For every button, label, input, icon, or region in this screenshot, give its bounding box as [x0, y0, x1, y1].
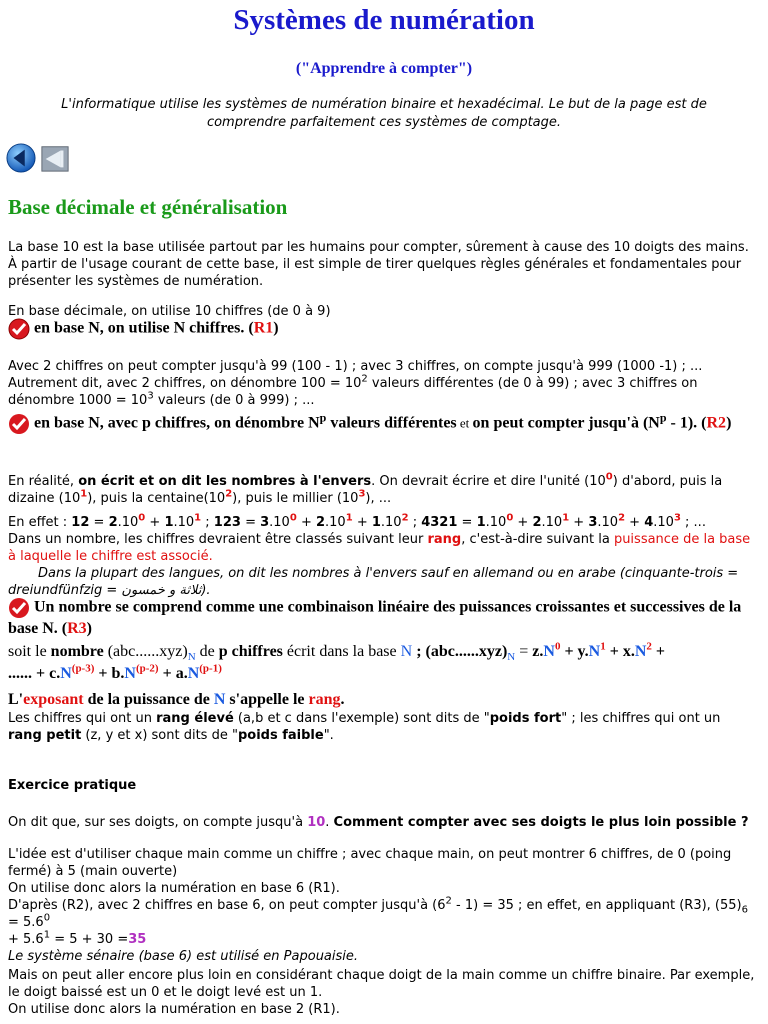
section-title: Base décimale et généralisation	[8, 195, 288, 219]
exercise-body: L'idée est d'utiliser chaque main comme un chiffre ; avec chaque main, on peut montrer 6 chiffres, de 0 (poing fermé) à 5 (main ouverte) On utilise donc alors la numération en base 6 (R1). D'après (R2), avec 2 chiffres en base 6, on peut compter jusqu'à $(6^2 - 1) = 35$ ; en effet, en appliquant (R3), $(55)_6 = 5.6^0$ + $5.6^1 = 5 + 30 =35$ Le système sénaire (base 6) est utilisé en Papouaisie.	[8, 847, 748, 964]
page-subtitle: ("Apprendre à compter")	[295, 60, 473, 77]
check-badge-icon	[8, 413, 30, 435]
exercise-title: Exercice pratique	[8, 778, 137, 793]
text-p5: Autrement dit, avec 2 chiffres, on dénombre $100 = 10^2$ valeurs différentes (de 0 à 99) ; avec 3 chiffres on dénombre $1000 = 10^3$ valeurs (de 0 à 999) ; ...	[8, 373, 698, 408]
text-p2: À partir de l'usage courant de cette base, il est simple de tirer quelques règles générales et fondamentales pour présenter les systèmes de numération.	[8, 257, 742, 289]
page-title: Systèmes de numération	[233, 4, 535, 36]
check-badge-icon	[8, 597, 30, 619]
check-badge-icon	[8, 318, 30, 340]
rule-r1: en base N, on utilise N chiffres. (R1)	[8, 318, 756, 340]
exercise-question: On dit que, sur ses doigts, on compte jusqu'à 10. Comment compter avec ses doigts le plus loin possible ?	[8, 815, 749, 830]
exercise-binary: Mais on peut aller encore plus loin en considérant chaque doigt de la main comme un chiffre binaire. Par exemple, le doigt baissé est un 0 et le doigt levé est un 1. On utilise donc alors la numération en base 2 (R1).	[8, 968, 755, 1017]
nav-bar	[6, 143, 70, 173]
text-p7: En effet : $12 = 2.10^0 + 1.10^1$ ; $123 = 3.10^0 + 2.10^1 + 1.10^2$ ; $4321 = 1.10^0 + 2.10^1 + 3.10^2 + 4.10^3$ ; ...	[8, 512, 706, 530]
text-p4: Avec 2 chiffres on peut compter jusqu'à 99 (100 - 1) ; avec 3 chiffres, on compte jusqu'à 999 (1000 -1) ; ...	[8, 359, 703, 374]
exponent-line: L'exposant de la puissance de N s'appelle le rang.	[8, 691, 345, 708]
text-p1: La base 10 est la base utilisée partout par les humains pour compter, sûrement à cause des 10 doigts des mains.	[8, 240, 749, 255]
text-p3: En base décimale, on utilise 10 chiffres (de 0 à 9)	[8, 304, 331, 319]
text-p9: Dans la plupart des langues, on dit les nombres à l'envers sauf en allemand ou en arabe (cinquante-trois = dreiundfünfzig = ثلاثة و خمسون).	[8, 566, 739, 598]
intro-text: L'informatique utilise les systèmes de numération binaire et hexadécimal. Le but de la page est de comprendre parfaitement ces systèmes de comptage.	[61, 97, 707, 130]
text-p8: Dans un nombre, les chiffres devraient être classés suivant leur rang, c'est-à-dire suivant la puissance de la base à laquelle le chiffre est associé.	[8, 532, 751, 564]
paragraph-base10	[8, 239, 756, 290]
text-p6: En réalité, on écrit et on dit les nombres à l'envers. On devrait écrire et dire l'unité $(10^0)$ d'abord, puis la dizaine $(10^1)$, puis la $centaine(10^2)$, puis le millier $(10^3)$, ...	[8, 471, 723, 506]
rule-r2: en base N, avec p chiffres, on dénombre $N^p$ valeurs différentes et on peut compter jusqu'à $(N^p - 1)$. (R2)	[8, 413, 756, 435]
formula-line: soit le nombre $(abc......xyz)_N$ de p chiffres écrit dans la base N ; $(abc......xyz)_N = z.N^0 + y.N^1 + x.N^2$ + ...... + $c.N^{(p-3)} + b.N^{(p-2)} + a.N^{(p-1)}$	[8, 640, 666, 682]
previous-page-icon	[40, 142, 70, 174]
previous-page-button[interactable]	[40, 143, 70, 173]
text-p11: Les chiffres qui ont un rang élevé (a,b et c dans l'exemple) sont dits de "poids fort" ; les chiffres qui ont un rang petit (z, y et x) sont dits de "poids faible".	[8, 711, 721, 743]
back-button[interactable]	[6, 143, 36, 173]
rule-r3: Un nombre se comprend comme une combinaison linéaire des puissances croissantes et successives de la base N. (R3)	[8, 598, 742, 637]
back-arrow-icon	[6, 142, 36, 174]
